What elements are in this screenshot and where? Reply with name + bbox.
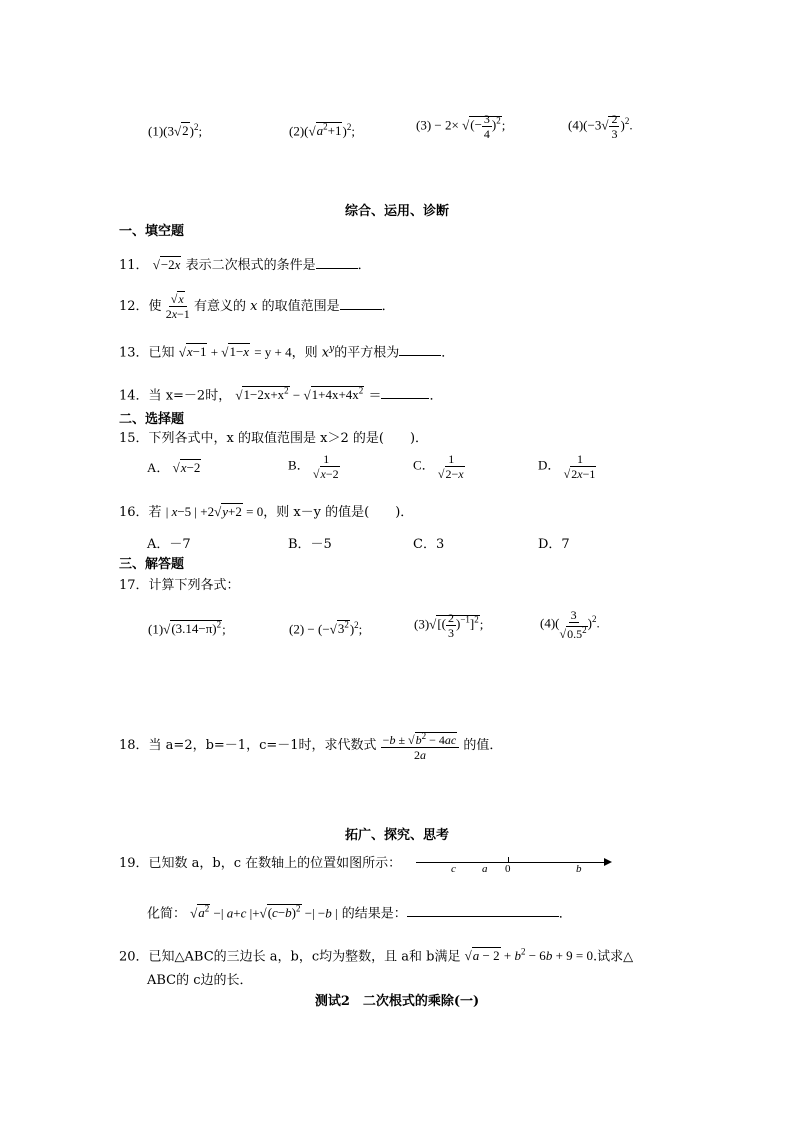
q18-number: 18． <box>119 738 149 753</box>
q15-option-c-label: C． <box>413 457 435 473</box>
q19-simplify-label: 化简： <box>147 906 187 922</box>
axis-label-b: b <box>576 863 582 875</box>
top-expr-2-label: (2) <box>289 123 305 139</box>
top-expr-2: $(2)(√a^2+1)^2$; <box>289 122 355 139</box>
part3-heading: 三、解答题 <box>119 557 185 572</box>
q18-fraction: $\frac{-b \pm √b^2 - 4ac}{2a}$ <box>381 729 460 762</box>
q20-line1-a: 已知△ABC的三边长 a，b，c均为整数，且 a和 b满足 <box>148 949 461 965</box>
q17-number: 17． <box>119 578 149 593</box>
question-13 <box>119 340 454 362</box>
question-17 <box>119 577 240 595</box>
q17-expr-3-label: (3) <box>414 616 430 632</box>
q19-simplify <box>147 900 572 923</box>
q19-result: 的结果是： <box>341 906 407 922</box>
q19-number: 19． <box>119 856 149 871</box>
q16-text: ，则 x－y 的值是( )． <box>263 505 414 520</box>
q11-text: 表示二次根式的条件是 <box>185 258 316 273</box>
q17-expr-4: (4)( $\frac{3}{√0.5^2}$ )$^2$. <box>540 608 600 641</box>
q17-expr-2: $(2) - (-√3^2)^2$; <box>289 620 363 637</box>
q11-radical: √−2x <box>152 257 181 272</box>
number-line-arrow-icon <box>604 858 612 866</box>
q17-expr-1: $(1)√(3.14-\pi)^2$; <box>148 620 226 637</box>
axis-label-a: a <box>482 863 488 875</box>
q17-expr-1-label: (1) <box>148 621 164 637</box>
q13-blank <box>399 343 441 356</box>
q14-blank <box>381 386 429 399</box>
q16-number: 16． <box>119 505 149 520</box>
q13-end: ． <box>441 345 455 361</box>
part1-heading: 一、填空题 <box>119 224 185 239</box>
q20-expr: $√a - 2 + b^2 - 6b + 9 = 0$ <box>464 947 593 964</box>
q13-text-b: 的平方根为 <box>334 345 400 361</box>
q11-end: ． <box>357 258 371 273</box>
top-expr-4-label: (4) <box>568 117 584 133</box>
footer-title: 测试2 二次根式的乘除(一) <box>314 994 480 1009</box>
q16-option-a: A．－7 <box>147 537 191 552</box>
part2-heading: 二、选择题 <box>119 412 185 427</box>
q13-expr: √x−1 + √1−x <box>178 344 250 360</box>
q12-pre: 使 <box>148 299 162 314</box>
q16-expr: | x−5 | +2√y+2 = 0 <box>165 504 264 519</box>
q12-var: x <box>250 299 258 314</box>
q17-expr-3: (3)√[( $\frac{2}{3}$ )$^{-1}$]$^2$; <box>414 611 484 640</box>
q13-mid: = y + 4，则 <box>254 344 318 360</box>
q13-sup: y <box>329 344 335 354</box>
q14-expr: $√1-2x+x^2 - √1+4x+4x^2$ <box>235 386 364 403</box>
q13-pre: 已知 <box>148 345 175 361</box>
question-20 <box>119 943 633 966</box>
q15-option-c: C． $\frac{1}{√2-x}$ <box>413 452 464 481</box>
q14-cond: x=－2时， <box>165 388 232 404</box>
q14-number: 14． <box>119 388 149 404</box>
q12-fraction: $\frac{√x}{2x-1}$ <box>165 292 190 321</box>
top-expr-1-label: (1) <box>148 123 164 139</box>
q15-option-b-label: B． <box>288 457 310 473</box>
q20-number: 20． <box>119 949 149 965</box>
q12-text-a: 有意义的 <box>193 299 246 314</box>
question-16 <box>119 503 413 522</box>
q11-number: 11． <box>119 258 149 273</box>
q15-option-a: A． √x−2 <box>147 460 201 475</box>
q15-option-d: D． $\frac{1}{√2x-1}$ <box>538 452 596 481</box>
q13-var: x <box>321 345 330 361</box>
q13-number: 13． <box>119 345 149 361</box>
q11-blank <box>316 256 358 269</box>
q15-option-d-label: D． <box>538 457 561 473</box>
q12-text-b: 的取值范围是 <box>261 299 340 314</box>
q19-blank <box>407 904 559 917</box>
q20-line1-b: .试求△ <box>592 949 634 965</box>
q12-end: ． <box>381 299 395 314</box>
q19-text: 已知数 a，b，c 在数轴上的位置如图所示： <box>148 856 402 871</box>
question-15 <box>119 430 428 448</box>
section-title-2: 拓广、探究、思考 <box>344 828 449 843</box>
top-expr-3-label: (3) <box>416 117 432 133</box>
q16-option-d: D．7 <box>538 537 570 552</box>
question-18 <box>119 729 502 762</box>
q12-blank <box>340 297 382 310</box>
q17-expr-2-label: (2) <box>289 621 305 637</box>
q16-option-c: C．3 <box>413 537 445 552</box>
q15-option-a-label: A． <box>147 460 170 475</box>
top-expr-4: (4)(−3√ $\frac{2}{3}$ )$^2$. <box>568 112 633 141</box>
q20-line2: ABC的 c边的长． <box>147 973 253 988</box>
axis-label-zero: 0 <box>505 863 511 875</box>
q18-pre: 当 a=2，b=－1，c=－1时，求代数式 <box>148 738 377 753</box>
q15-option-b: B． $\frac{1}{√x-2}$ <box>288 452 339 481</box>
q14-pre: 当 <box>148 388 162 404</box>
q12-number: 12． <box>119 299 149 314</box>
question-12 <box>119 292 395 321</box>
q17-text: 计算下列各式： <box>148 578 240 593</box>
section-title-1: 综合、运用、诊断 <box>344 204 449 219</box>
question-14 <box>119 382 442 405</box>
question-19 <box>119 855 401 873</box>
q19-end: ． <box>558 906 572 922</box>
q16-option-b: B．－5 <box>288 537 332 552</box>
axis-label-c: c <box>451 863 456 875</box>
q14-eq: ＝ <box>368 388 382 404</box>
q16-pre: 若 <box>148 505 162 520</box>
q14-end: ． <box>429 388 443 404</box>
q19-expr: $√a^2$ −| a+c $|+√(c-b)^2$ −| −b | <box>190 904 338 921</box>
top-expr-1: $(1)(3√2)^2$; <box>148 122 203 139</box>
q15-number: 15． <box>119 431 149 446</box>
q15-text: 下列各式中，x 的取值范围是 x＞2 的是( )． <box>148 431 429 446</box>
q18-post: 的值． <box>463 738 503 753</box>
question-11 <box>119 256 371 275</box>
q17-expr-4-label: (4) <box>540 615 556 631</box>
top-expr-3: (3) − 2× √(− $\frac{3}{4}$ )$^2$; <box>416 112 506 141</box>
